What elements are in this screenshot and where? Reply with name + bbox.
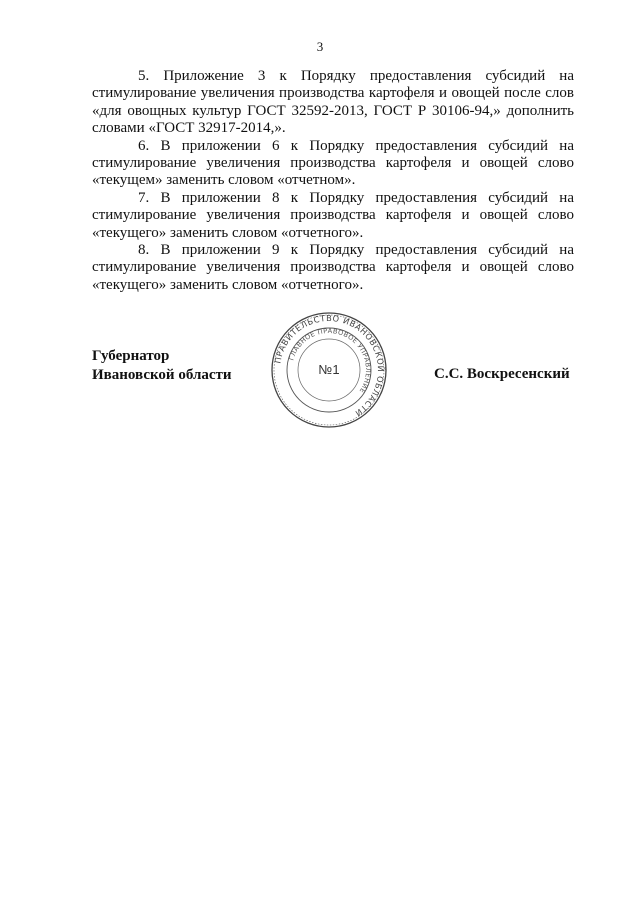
paragraph-7: 7. В приложении 8 к Порядку предоставления субсидий на стимулирование увеличения производства картофеля и овощей слово «текущего» заменить словом «отчетного». xyxy=(92,189,574,241)
stamp-inner-text: ГЛАВНОЕ ПРАВОВОЕ УПРАВЛЕНИЕ xyxy=(287,326,373,395)
signature-title xyxy=(92,347,232,385)
stamp-outer-text: ПРАВИТЕЛЬСТВО ИВАНОВСКОЙ ОБЛАСТИ xyxy=(272,312,387,419)
document-body xyxy=(92,68,574,294)
signature-title-line1: Губернатор xyxy=(92,348,170,364)
paragraph-5: 5. Приложение 3 к Порядку предоставления субсидий на стимулирование увеличения производства картофеля и овощей после слов «для овощных культур ГОСТ 32592-2013, ГОСТ Р 30106-94,» дополнить словами «ГОСТ 32917-2014,». xyxy=(92,68,574,137)
stamp-number: №1 xyxy=(318,362,340,377)
official-stamp xyxy=(270,311,388,429)
svg-text:ГЛАВНОЕ ПРАВОВОЕ УПРАВЛЕНИЕ xyxy=(287,327,372,395)
page-number: 3 xyxy=(316,39,324,54)
signature-title-line2: Ивановской области xyxy=(92,367,232,383)
paragraph-8: 8. В приложении 9 к Порядку предоставления субсидий на стимулирование увеличения производства картофеля и овощей слово «текущего» заменить словом «отчетного». xyxy=(92,242,574,293)
paragraph-6: 6. В приложении 6 к Порядку предоставления субсидий на стимулирование увеличения производства картофеля и овощей слово «текущем» заменить словом «отчетном». xyxy=(92,137,574,189)
signatory-name: С.С. Воскресенский xyxy=(434,366,570,382)
